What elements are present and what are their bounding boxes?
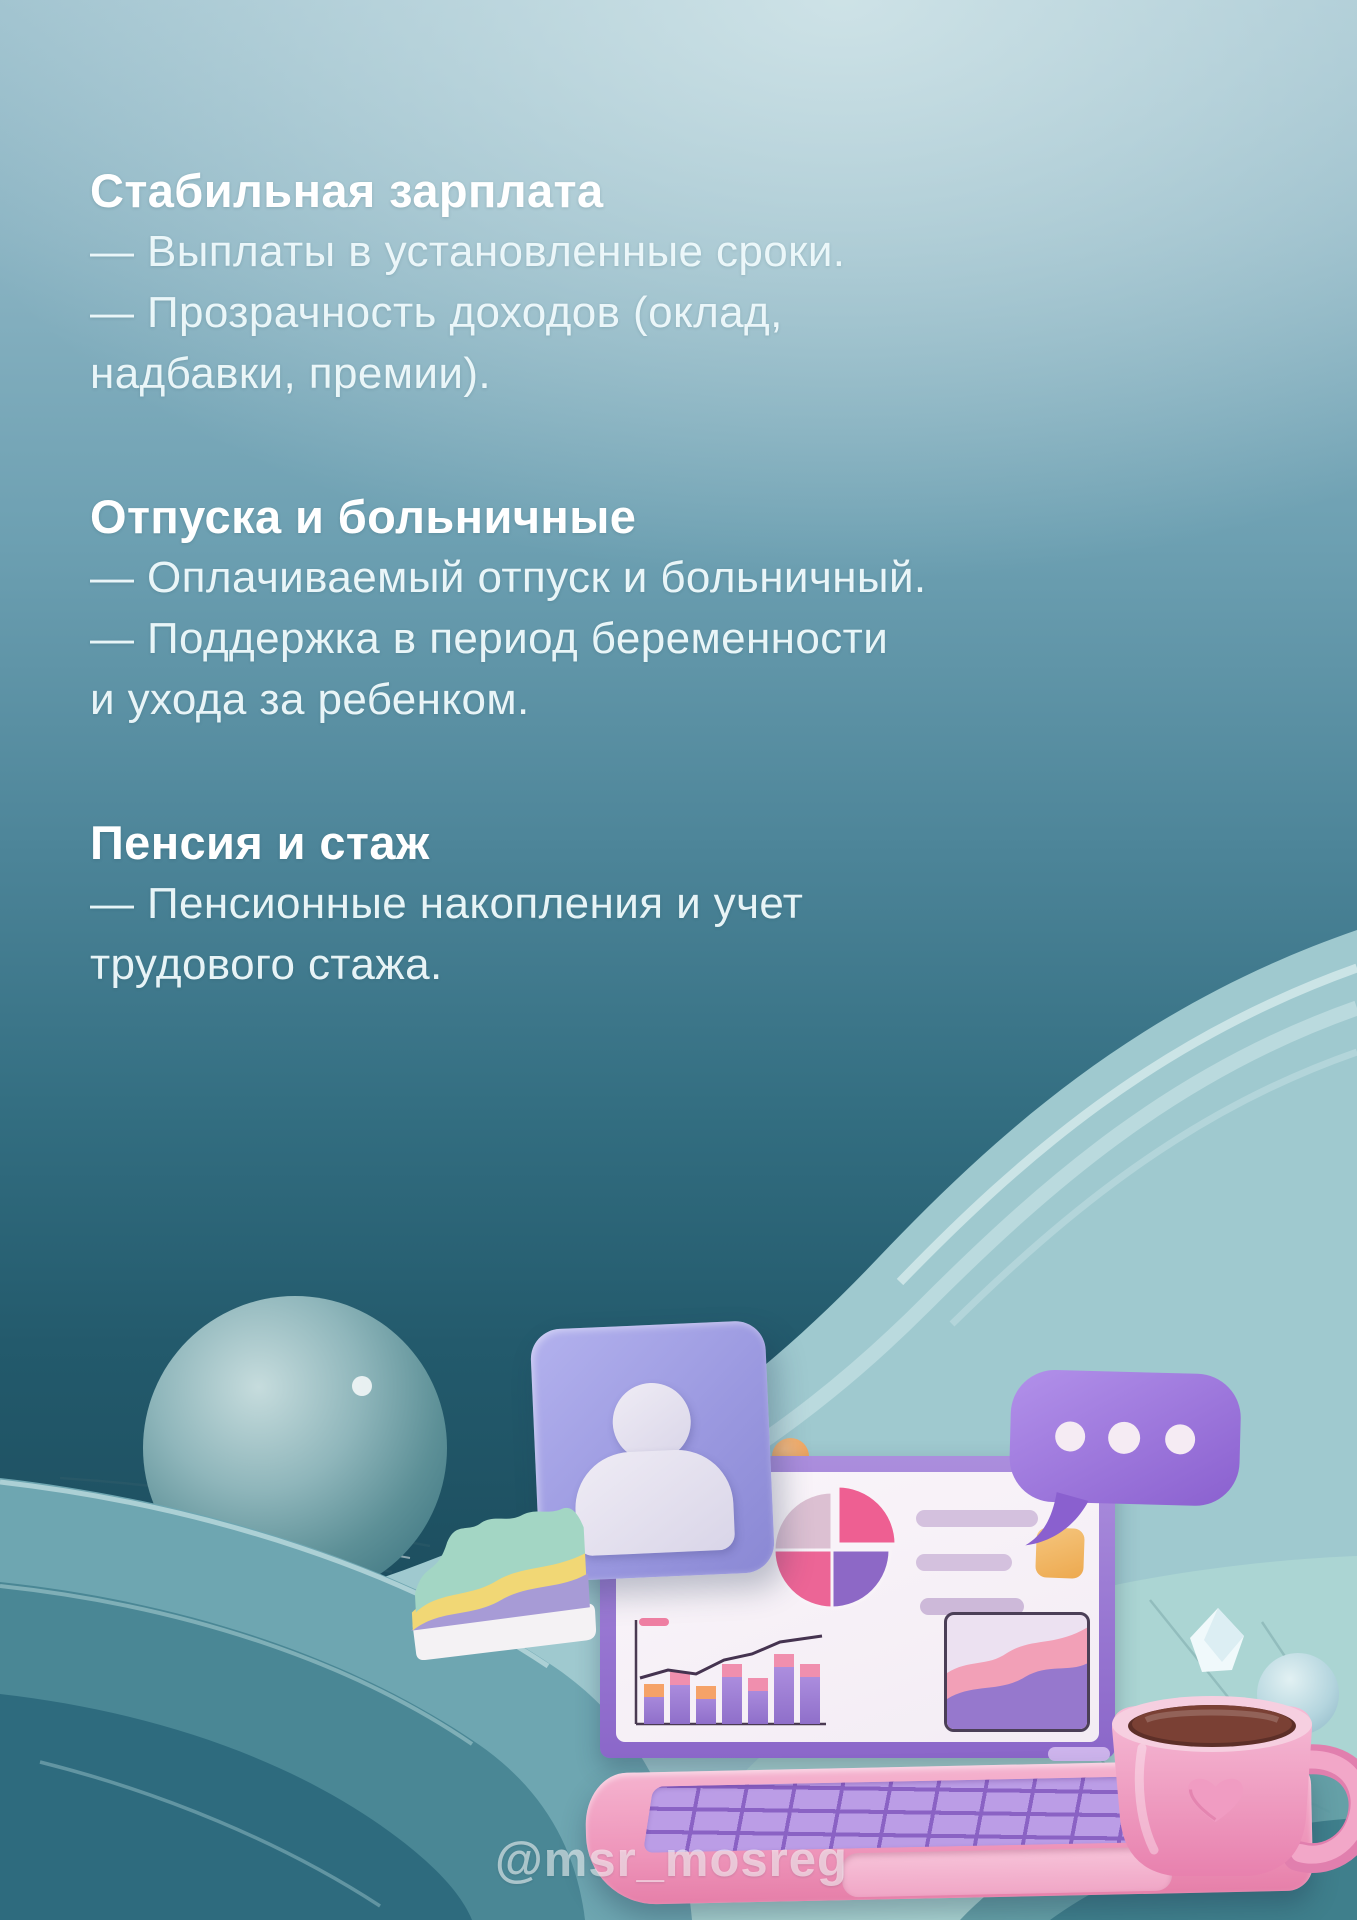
layered-area-chart-icon (395, 1479, 599, 1669)
section-line: трудового стажа. (90, 940, 443, 989)
section-line: — Оплачиваемый отпуск и больничный. (90, 553, 927, 602)
area-chart-panel-icon (944, 1612, 1090, 1732)
coffee-mug-icon (1086, 1660, 1357, 1910)
watermark-handle: @msr_mosreg (494, 1833, 848, 1887)
section-line: — Выплаты в установленные сроки. (90, 227, 846, 276)
section-vacation (90, 486, 1307, 730)
benefits-text (90, 160, 1307, 1077)
section-heading: Стабильная зарплата (90, 164, 604, 217)
section-salary (90, 160, 1307, 404)
section-pension (90, 812, 1307, 995)
person-body (573, 1448, 735, 1557)
section-heading: Отпуска и больничные (90, 490, 637, 543)
section-line: надбавки, премии). (90, 349, 492, 398)
pie-chart-icon (764, 1482, 900, 1618)
bar-chart-icon (626, 1614, 836, 1734)
screen-text-line (916, 1554, 1012, 1571)
section-line: — Поддержка в период беременности (90, 614, 889, 663)
section-line: — Прозрачность доходов (оклад, (90, 288, 783, 337)
section-line: — Пенсионные накопления и учет (90, 879, 804, 928)
chat-bubble-icon (1004, 1364, 1254, 1559)
section-line: и ухода за ребенком. (90, 675, 530, 724)
section-heading: Пенсия и стаж (90, 816, 430, 869)
